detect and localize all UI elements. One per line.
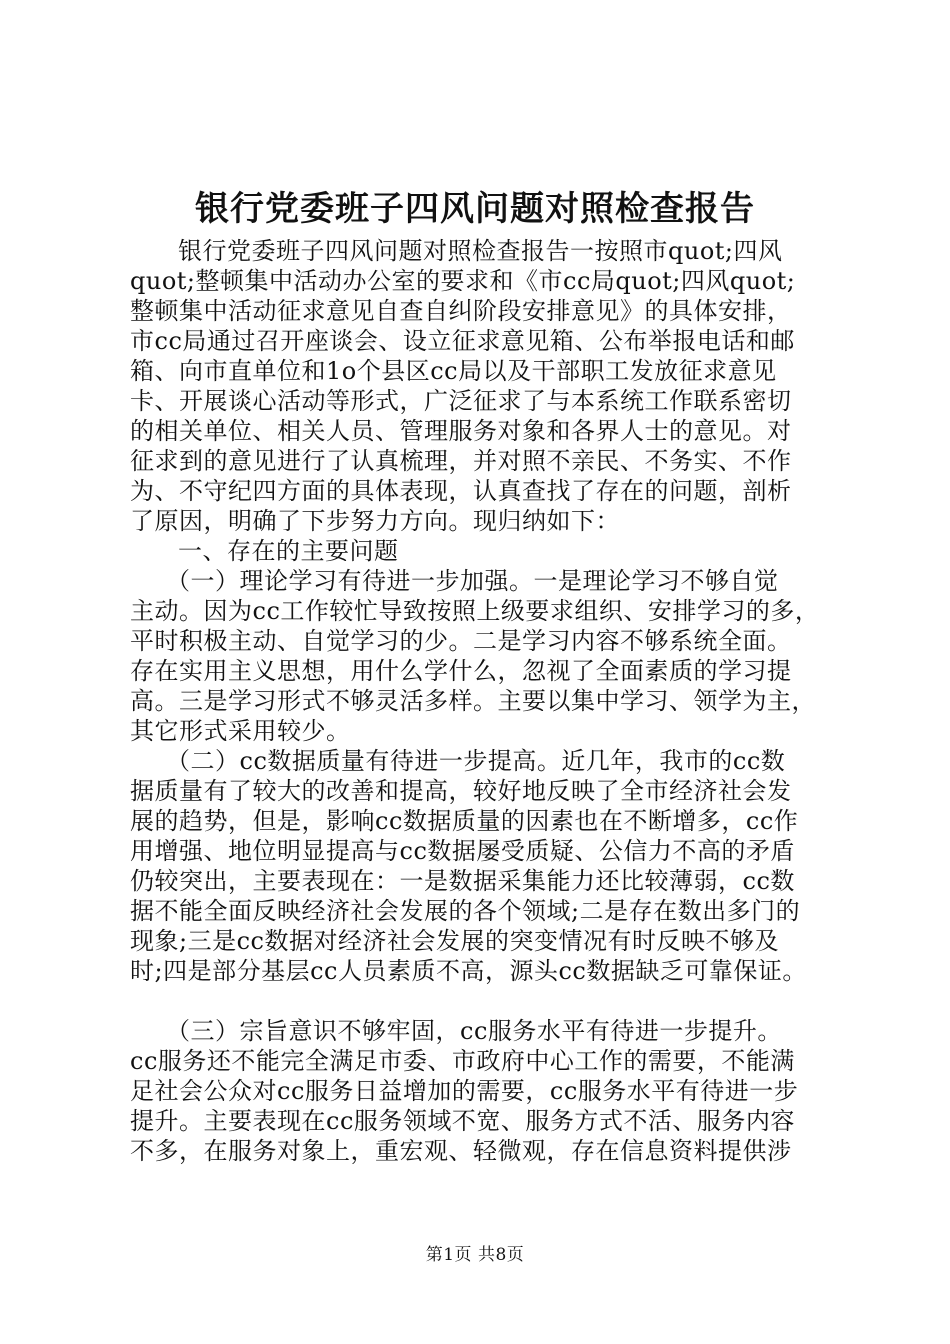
body-line: 其它形式采用较少。 [130,717,351,745]
body-line: 不多，在服务对象上，重宏观、轻微观，存在信息资料提供涉 [130,1137,792,1165]
body-line: 存在实用主义思想，用什么学什么，忽视了全面素质的学习提 [130,657,792,685]
body-line: 时;四是部分基层cc人员素质不高，源头cc数据缺乏可靠保证。 [130,957,807,985]
body-line: 整顿集中活动征求意见自查自纠阶段安排意见》的具体安排， [130,297,792,325]
body-line: 箱、向市直单位和1o个县区cc局以及干部职工发放征求意见 [130,357,777,385]
body-line: （三）宗旨意识不够牢固，cc服务水平有待进一步提升。 [166,1017,782,1045]
body-line: 提升。主要表现在cc服务领域不宽、服务方式不活、服务内容 [130,1107,795,1135]
body-line: 仍较突出，主要表现在：一是数据采集能力还比较薄弱，cc数 [130,867,795,895]
document-body [130,236,830,1166]
body-line: 主动。因为cc工作较忙导致按照上级要求组织、安排学习的多， [130,597,820,625]
body-line: （二）cc数据质量有待进一步提高。近几年，我市的cc数 [166,747,786,775]
body-line: 平时积极主动、自觉学习的少。二是学习内容不够系统全面。 [130,627,792,655]
body-line: 足社会公众对cc服务日益增加的需要，cc服务水平有待进一步 [130,1077,799,1105]
body-line: 据不能全面反映经济社会发展的各个领域;二是存在数出多门的 [130,897,801,925]
body-line: 高。三是学习形式不够灵活多样。主要以集中学习、领学为主， [130,687,816,715]
document-title: 银行党委班子四风问题对照检查报告 [195,189,755,229]
page-number-footer: 第1页 共8页 [425,1245,525,1265]
body-line: （一）理论学习有待进一步加强。一是理论学习不够自觉 [166,567,779,595]
body-line: 用增强、地位明显提高与cc数据屡受质疑、公信力不高的矛盾 [130,837,795,865]
section-heading: 一、存在的主要问题 [178,537,399,565]
body-line: 市cc局通过召开座谈会、设立征求意见箱、公布举报电话和邮 [130,327,795,355]
body-line: 的相关单位、相关人员、管理服务对象和各界人士的意见。对 [130,417,792,445]
body-line: 银行党委班子四风问题对照检查报告一按照市quot;四风 [178,237,783,265]
body-line: 为、不守纪四方面的具体表现，认真查找了存在的问题，剖析 [130,477,792,505]
body-line: 展的趋势，但是，影响cc数据质量的因素也在不断增多，cc作 [130,807,799,835]
body-line: 卡、开展谈心活动等形式，广泛征求了与本系统工作联系密切 [130,387,792,415]
body-line: 据质量有了较大的改善和提高，较好地反映了全市经济社会发 [130,777,792,805]
body-line: cc服务还不能完全满足市委、市政府中心工作的需要，不能满 [130,1047,795,1075]
body-line: 了原因，明确了下步努力方向。现归纳如下： [130,507,620,535]
body-line: 现象;三是cc数据对经济社会发展的突变情况有时反映不够及 [130,927,779,955]
body-line: 征求到的意见进行了认真梳理，并对照不亲民、不务实、不作 [130,447,792,475]
paragraph-gap [130,986,830,1016]
body-line: quot;整顿集中活动办公室的要求和《市cc局quot;四风quot; [130,267,796,295]
